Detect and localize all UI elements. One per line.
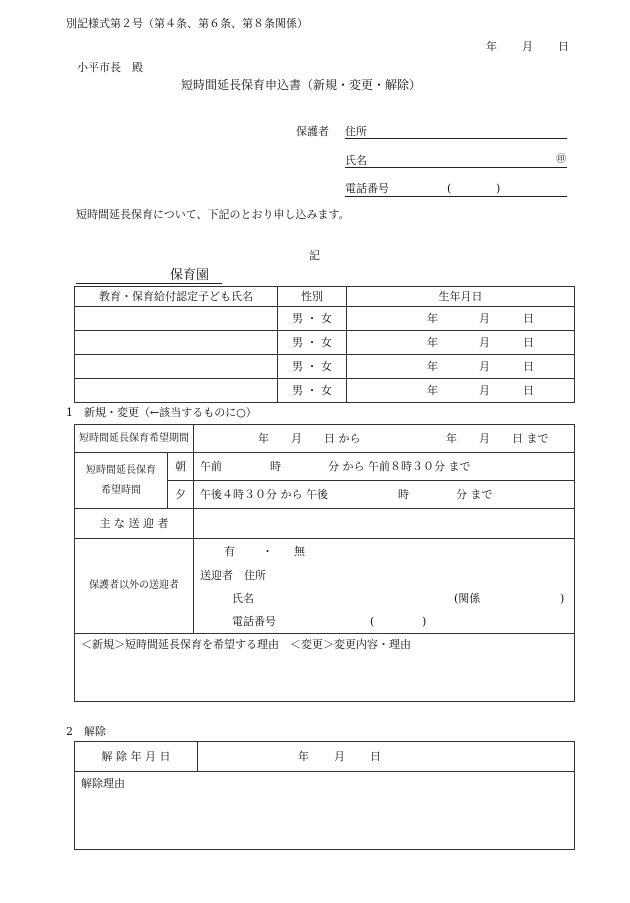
morning-label: 朝	[168, 453, 194, 481]
applicant-phone-field[interactable]	[345, 196, 567, 197]
cancel-day: 日	[370, 750, 381, 763]
escort-relation-close: )	[560, 592, 565, 605]
section2-heading: 2 解除	[66, 725, 106, 738]
child-name-header: 教育・保育給付認定子ども氏名	[75, 287, 278, 307]
sex-cell[interactable]: 男 ・ 女	[278, 379, 347, 403]
other-escort-label: 保護者以外の送迎者	[75, 539, 194, 634]
child-name-cell[interactable]	[75, 331, 278, 355]
table-row	[75, 355, 575, 379]
birthdate-cell[interactable]	[347, 331, 575, 355]
sex-header: 性別	[278, 287, 347, 307]
period-row	[75, 425, 575, 453]
escort-phone-close: )	[422, 615, 427, 628]
day-label: 日	[523, 384, 534, 397]
escort-address-label: 送迎者 住所	[200, 569, 266, 582]
cancel-reason-label: 解除理由	[81, 777, 125, 790]
intro-text: 短時間延長保育について、下記のとおり申し込みます。	[76, 208, 350, 221]
sex-cell[interactable]: 男 ・ 女	[278, 355, 347, 379]
seal-mark: ㊞	[556, 154, 566, 165]
table-row	[75, 379, 575, 403]
cancel-reason-cell[interactable]	[75, 772, 575, 850]
applicant-name-label: 氏名	[345, 154, 367, 167]
period-label: 短時間延長保育希望期間	[75, 425, 194, 453]
escort-label: 主 な 送 迎 者	[75, 509, 194, 539]
time-label-line2: 希望時間	[101, 484, 141, 496]
form-title: 短時間延長保育申込書（新規・変更・解除）	[181, 78, 422, 92]
phone-paren-open: (	[447, 182, 452, 195]
evening-rest: 分 まで	[456, 488, 493, 501]
section2-table	[74, 741, 575, 850]
applicant-label: 保護者	[296, 125, 329, 138]
addressee: 小平市長 殿	[77, 61, 143, 74]
day-label: 日	[523, 336, 534, 349]
section1-table	[74, 424, 575, 702]
ki-label: 記	[309, 249, 320, 262]
escort-phone-open: (	[370, 615, 375, 628]
nursery-name-field[interactable]	[76, 283, 222, 284]
escort-no-option[interactable]: 無	[294, 545, 305, 558]
cancel-month: 月	[334, 750, 345, 763]
escort-row	[75, 509, 575, 539]
year-label: 年	[427, 336, 438, 349]
reason-label: ＜新規＞短時間延長保育を希望する理由 ＜変更＞変更内容・理由	[81, 638, 411, 651]
morning-am: 午前	[200, 460, 222, 473]
month-label: 月	[479, 384, 490, 397]
time-label	[75, 453, 168, 509]
nursery-label: 保育園	[170, 268, 210, 283]
day-label: 日	[523, 360, 534, 373]
other-escort-cell	[194, 539, 575, 634]
sex-cell[interactable]: 男 ・ 女	[278, 307, 347, 331]
escort-relation-open: (関係	[454, 592, 481, 605]
time-label-line1: 短時間延長保育	[86, 464, 156, 476]
child-name-cell[interactable]	[75, 307, 278, 331]
child-name-cell[interactable]	[75, 379, 278, 403]
reason-row	[75, 634, 575, 702]
date-month-label: 月	[522, 40, 533, 53]
evening-label: 夕	[168, 481, 194, 509]
morning-row	[75, 453, 575, 481]
sex-cell[interactable]: 男 ・ 女	[278, 331, 347, 355]
cancel-reason-row	[75, 772, 575, 850]
applicant-name-field[interactable]	[345, 167, 567, 168]
evening-hour: 時	[398, 488, 409, 501]
applicant-address-label: 住所	[345, 125, 367, 138]
evening-pm: 午後４時３０分 から 午後	[200, 488, 328, 501]
escort-dot: ・	[262, 545, 273, 558]
section1-heading: 1 新規・変更（←該当するものに○）	[66, 406, 257, 419]
cancel-date-row	[75, 742, 575, 772]
morning-hour: 時	[270, 460, 281, 473]
period-to: 年 月 日 まで	[446, 432, 549, 445]
birthdate-cell[interactable]	[347, 307, 575, 331]
other-escort-row	[75, 539, 575, 634]
birthdate-header: 生年月日	[347, 287, 575, 307]
applicant-address-field[interactable]	[345, 138, 567, 139]
escort-name-label: 氏名	[232, 592, 254, 605]
children-table	[74, 286, 575, 403]
month-label: 月	[479, 312, 490, 325]
cancel-date-label: 解 除 年 月 日	[75, 742, 198, 772]
year-label: 年	[427, 384, 438, 397]
phone-paren-close: )	[496, 182, 501, 195]
month-label: 月	[479, 360, 490, 373]
morning-rest: 分 から 午前８時３０分 まで	[328, 460, 471, 473]
period-cell[interactable]	[194, 425, 575, 453]
evening-time-cell[interactable]	[194, 481, 575, 509]
year-label: 年	[427, 312, 438, 325]
children-table-header	[75, 287, 575, 307]
table-row	[75, 331, 575, 355]
year-label: 年	[427, 360, 438, 373]
applicant-phone-label: 電話番号	[345, 182, 389, 195]
reason-cell[interactable]	[75, 634, 575, 702]
escort-cell[interactable]	[194, 509, 575, 539]
morning-time-cell[interactable]	[194, 453, 575, 481]
birthdate-cell[interactable]	[347, 379, 575, 403]
escort-phone-label: 電話番号	[232, 615, 276, 628]
cancel-date-cell[interactable]	[198, 742, 575, 772]
table-row	[75, 307, 575, 331]
cancel-year: 年	[298, 750, 309, 763]
period-from: 年 月 日 から	[258, 432, 361, 445]
date-day-label: 日	[558, 40, 569, 53]
child-name-cell[interactable]	[75, 355, 278, 379]
date-year-label: 年	[486, 40, 497, 53]
birthdate-cell[interactable]	[347, 355, 575, 379]
month-label: 月	[479, 336, 490, 349]
form-reference: 別記様式第２号（第４条、第６条、第８条関係）	[66, 17, 308, 30]
day-label: 日	[523, 312, 534, 325]
escort-yes-option[interactable]: 有	[224, 545, 235, 558]
